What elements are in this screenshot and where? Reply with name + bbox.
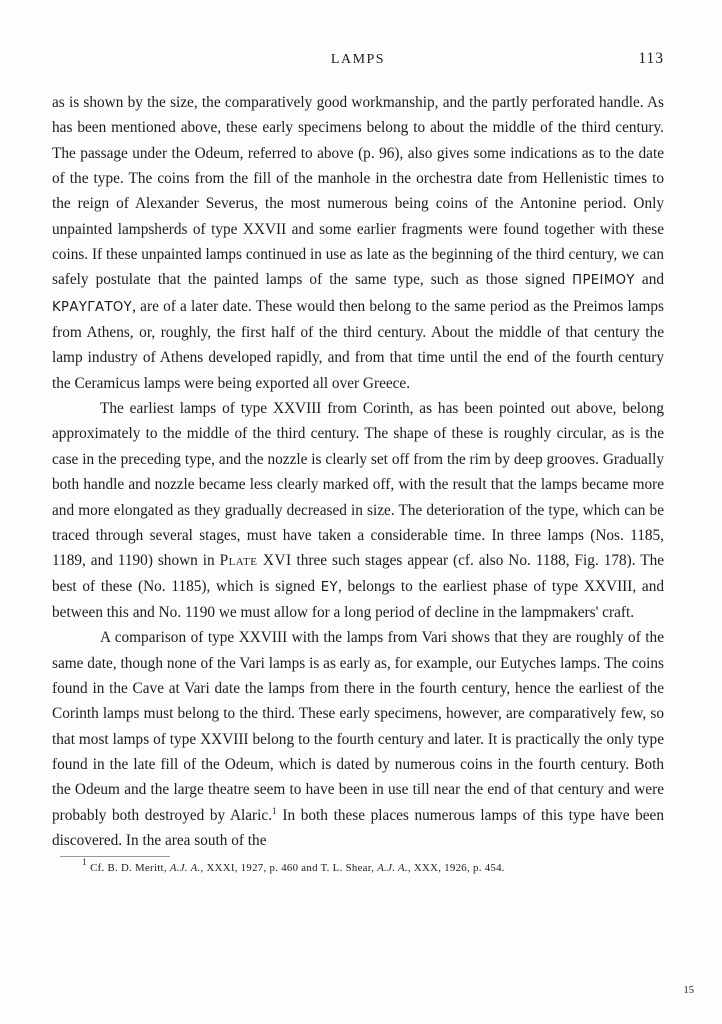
paragraph-2-text-b: three such stages appear (cf. also No. 1188, Fig. 178). The best of these (No. 1185), which is signed [52, 552, 665, 595]
paragraph-3-text-b: In both these places numerous lamps of this type have been discovered. In the area south of the [52, 806, 664, 849]
paragraph-3 [52, 625, 664, 853]
signature-mark: 15 [683, 985, 694, 996]
greek-signature-eu: ΕΥ [320, 579, 338, 595]
greek-signature-kraugatos: ΚΡΑΥΓΑΤΟΥ [52, 299, 133, 315]
page-header [52, 44, 664, 74]
paragraph-2-text-a: The earliest lamps of type XXVIII from Corinth, as has been pointed out above, belong approximately to the middle of the third century. The shape of these is roughly circular, as is the case in the preceding type, and the nozzle is clearly set off from the rim by deep grooves. Gradually both handle and nozzle became less clearly marked off, with the result that the lamps became more and more elongated as they gradually decreased in size. The deterioration of the type, which can be traced through several stages, must have taken a considerable time. In three lamps (Nos. 1185, 1189, and 1190) shown in [52, 400, 664, 570]
body-text [52, 90, 664, 853]
plate-reference: Plate XVI [219, 552, 292, 570]
paragraph-2 [52, 396, 664, 625]
footnote-text-b: , XXXI, 1927, p. 460 and T. L. Shear, [200, 862, 378, 875]
paragraph-1-text-c: , are of a later date. These would then belong to the same period as the Preimos lamps from Athens, or, roughly, the first half of the third century. About the middle of that century the lamp industry of Athens developed rapidly, and from that time until the end of the fourth century the Ceramicus lamps were being exported all over Greece. [52, 297, 664, 392]
paragraph-2-text-c: , belongs to the earliest phase of type XXVIII, and between this and No. 1190 we must allow for a long period of decline in the lampmakers' craft. [52, 577, 664, 621]
footnote-text-a: Cf. B. D. Meritt, [90, 862, 170, 875]
running-title: LAMPS [330, 52, 386, 67]
document-page [52, 44, 664, 1004]
paragraph-3-text-a: A comparison of type XXVIII with the lamps from Vari shows that they are roughly of the same date, though none of the Vari lamps is as early as, for example, our Eutyches lamps. The coins found in the Cave at Vari date the lamps from there in the fourth century, hence the earliest of the Corinth lamps must belong to the third. These early specimens, however, are comparatively few, so that most lamps of type XXVIII belong to the fourth century and later. It is practically the only type found in the late fill of the Odeum, which is dated by numerous coins in the fourth century. Both the Odeum and the large theatre seem to have been in use till near the end of that century and were probably both destroyed by Alaric. [52, 629, 664, 824]
paragraph-1-text-b: and [634, 271, 665, 289]
paragraph-1 [52, 90, 664, 396]
paragraph-1-text-a: as is shown by the size, the comparatively good workmanship, and the partly perforated handle. As has been mentioned above, these early specimens belong to about the middle of the third century. The passage under the Odeum, referred to above (p. 96), also gives some indications as to the date of the type. The coins from the fill of the manhole in the orchestra date from Hellenistic times to the reign of Alexander Severus, the most numerous being coins of the Antonine period. Only unpainted lampsherds of type XXVII and some earlier fragments were found together with these coins. If these unpainted lamps continued in use as late as the beginning of the third century, we can safely postulate that the painted lamps of the same type, such as those signed [52, 94, 664, 289]
footnote-journal-1: A.J. A. [169, 862, 201, 875]
footnote-journal-2: A.J. A. [377, 862, 408, 875]
footnote [82, 858, 664, 875]
footnote-text-c: , XXX, 1926, p. 454. [407, 862, 505, 875]
footnote-divider [60, 856, 170, 857]
page-number: 113 [638, 50, 664, 67]
footnote-marker: 1 [82, 858, 88, 869]
greek-signature-preimos: ΠΡΕΙΜΟΥ [572, 273, 635, 289]
footnote-reference[interactable]: 1 [272, 806, 277, 817]
